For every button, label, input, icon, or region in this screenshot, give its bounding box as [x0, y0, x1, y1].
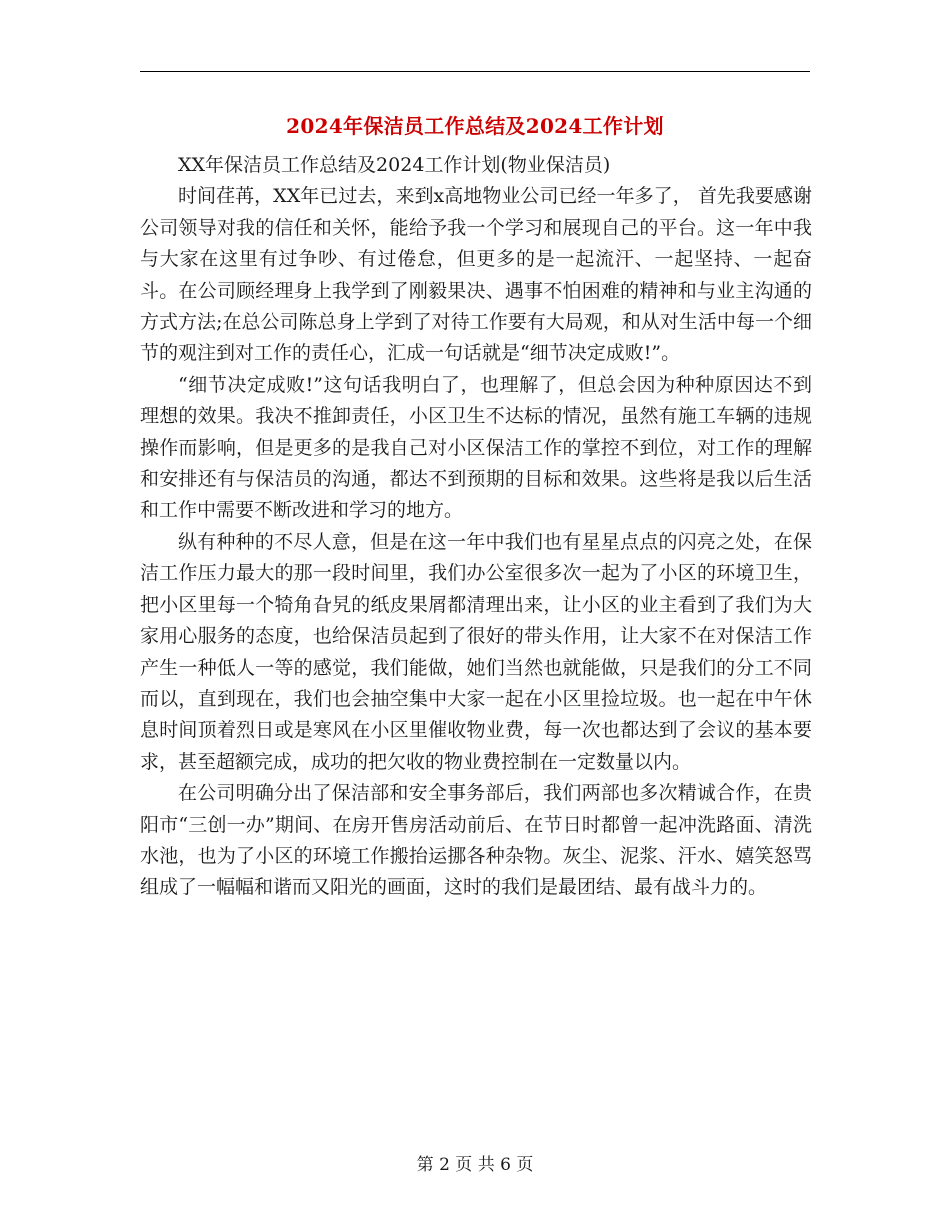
page-number-footer: 第 2 页 共 6 页: [416, 1155, 534, 1175]
body-paragraph: 在公司明确分出了保洁部和安全事务部后，我们两部也多次精诚合作，在贵阳市“三创一办”期间、在房开售房活动前后、在节日时都曾一起冲洗路面、清洗水池，也为了小区的环境工作搬抬运挪各种杂物。灰尘、泥浆、汗水、嬉笑怒骂组成了一幅幅和谐而又阳光的画面，这时的我们是最团结、最有战斗力的。: [140, 782, 812, 899]
body-paragraph: “细节决定成败!”这句话我明白了，也理解了，但总会因为种种原因达不到理想的效果。我决不推卸责任，小区卫生不达标的情况，虽然有施工车辆的违规操作而影响，但是更多的是我自己对小区保洁工作的掌控不到位，对工作的理解和安排还有与保洁员的沟通，都达不到预期的目标和效果。这些将是我以后生活和工作中需要不断改进和学习的地方。: [140, 373, 812, 522]
body-paragraph: 时间荏苒，XX年已过去，来到x高地物业公司已经一年多了， 首先我要感谢公司领导对我的信任和关怀，能给予我一个学习和展现自己的平台。这一年中我与大家在这里有过争吵、有过倦怠，但更多的是一起流汗、一起坚持、一起奋斗。在公司顾经理身上我学到了刚毅果决、遇事不怕困难的精神和与业主沟通的方式方法;在总公司陈总身上学到了对待工作要有大局观，和从对生活中每一个细节的观注到对工作的责任心，汇成一句话就是“细节决定成败!”。: [140, 185, 812, 365]
body-paragraph: 纵有种种的不尽人意，但是在这一年中我们也有星星点点的闪亮之处，在保洁工作压力最大的那一段时间里，我们办公室很多次一起为了小区的环境卫生，把小区里每一个犄角旮旯的纸皮果屑都清理出来，让小区的业主看到了我们为大家用心服务的态度，也给保洁员起到了很好的带头作用，让大家不在对保洁工作产生一种低人一等的感觉，我们能做，她们当然也就能做，只是我们的分工不同而以，直到现在，我们也会抽空集中大家一起在小区里捡垃圾。也一起在中午休息时间顶着烈日或是寒风在小区里催收物业费，每一次也都达到了会议的基本要求，甚至超额完成，成功的把欠收的物业费控制在一定数量以内。: [140, 530, 812, 773]
body-paragraph: XX年保洁员工作总结及2024工作计划(物业保洁员): [178, 154, 611, 176]
document-title: 2024年保洁员工作总结及2024工作计划: [286, 114, 664, 138]
document-body: [140, 150, 812, 904]
header-rule: [140, 71, 810, 72]
